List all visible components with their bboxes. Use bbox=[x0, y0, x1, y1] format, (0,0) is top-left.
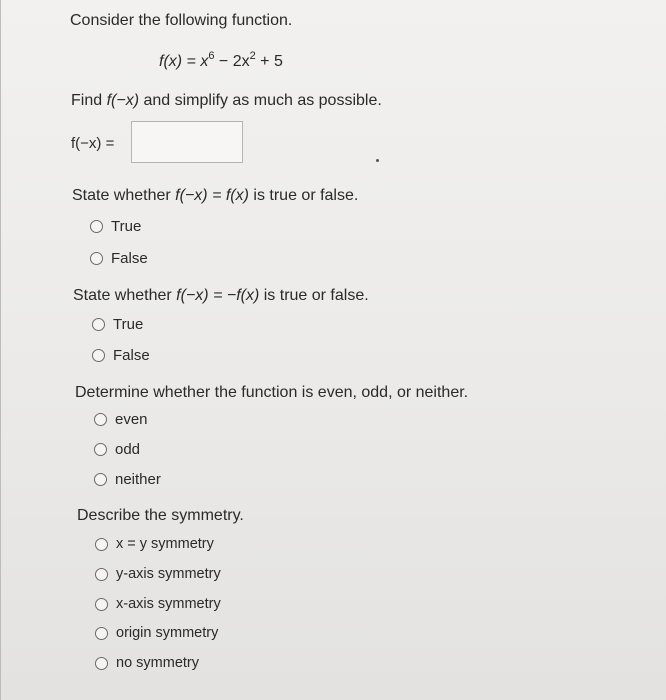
radio-icon[interactable] bbox=[90, 252, 103, 265]
answer-input[interactable] bbox=[131, 121, 243, 163]
answer-label: f(−x) = bbox=[71, 135, 115, 152]
q4-option-xy[interactable]: x = y symmetry bbox=[95, 536, 214, 552]
radio-icon[interactable] bbox=[92, 318, 105, 331]
decorative-dot bbox=[376, 159, 379, 162]
q3-option-odd[interactable]: odd bbox=[94, 441, 140, 458]
q4-option-y-axis[interactable]: y-axis symmetry bbox=[95, 566, 221, 582]
radio-icon[interactable] bbox=[95, 568, 108, 581]
radio-icon[interactable] bbox=[94, 473, 107, 486]
q1-option-false[interactable]: False bbox=[90, 250, 148, 267]
radio-icon[interactable] bbox=[94, 413, 107, 426]
q2-option-false[interactable]: False bbox=[92, 347, 150, 364]
radio-icon[interactable] bbox=[95, 538, 108, 551]
q1-option-true[interactable]: True bbox=[90, 218, 141, 235]
q4-prompt: Describe the symmetry. bbox=[77, 507, 244, 524]
q1-prompt: State whether f(−x) = f(x) is true or false. bbox=[72, 187, 359, 204]
q2-option-true[interactable]: True bbox=[92, 316, 143, 333]
q2-prompt: State whether f(−x) = −f(x) is true or false. bbox=[73, 287, 369, 304]
q3-prompt: Determine whether the function is even, odd, or neither. bbox=[75, 384, 469, 401]
radio-icon[interactable] bbox=[95, 627, 108, 640]
intro-text: Consider the following function. bbox=[70, 12, 293, 29]
radio-icon[interactable] bbox=[95, 657, 108, 670]
q3-option-even[interactable]: even bbox=[94, 411, 148, 428]
find-prompt: Find f(−x) and simplify as much as possible. bbox=[71, 92, 382, 109]
q4-option-origin[interactable]: origin symmetry bbox=[95, 625, 218, 641]
q3-option-neither[interactable]: neither bbox=[94, 471, 161, 488]
q4-option-x-axis[interactable]: x-axis symmetry bbox=[95, 596, 221, 612]
q4-option-none[interactable]: no symmetry bbox=[95, 655, 199, 671]
radio-icon[interactable] bbox=[94, 443, 107, 456]
function-definition: $f(x) = x^6 - 2x^2 + 5$ bbox=[159, 50, 283, 70]
radio-icon[interactable] bbox=[95, 598, 108, 611]
radio-icon[interactable] bbox=[90, 220, 103, 233]
radio-icon[interactable] bbox=[92, 349, 105, 362]
